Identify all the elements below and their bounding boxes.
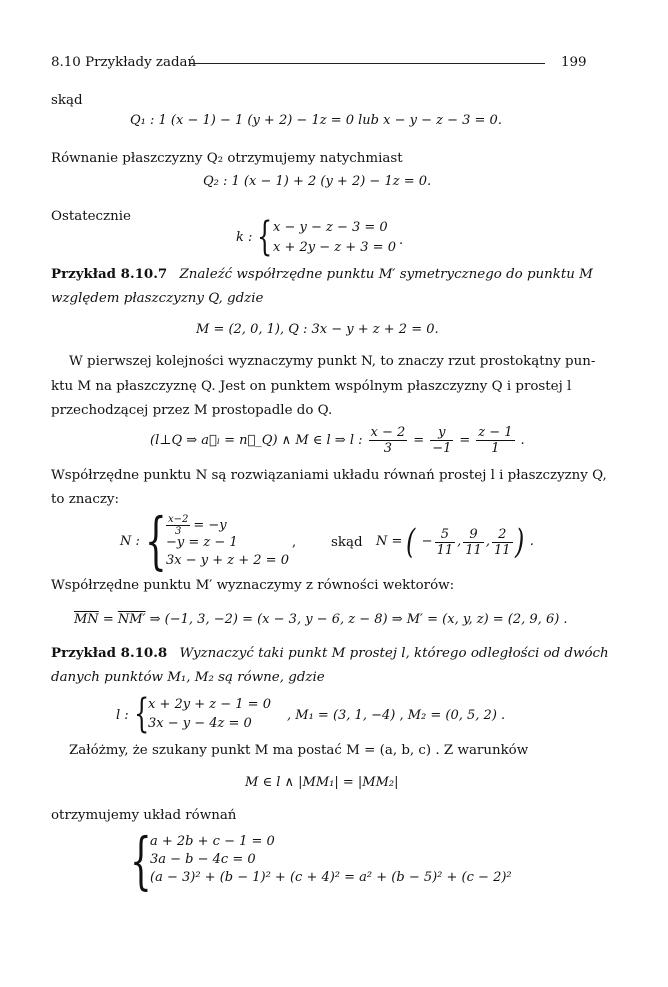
k-line2: x + 2y − z + 3 = 0 [273, 240, 396, 255]
k-label: k : [236, 230, 253, 245]
paragraph-line: ktu M na płaszczyznę Q. Jest on punktem wspólnym płaszczyzny Q i prostej l [51, 379, 572, 394]
condition-equation: M ∈ l ∧ |MM₁| = |MM₂| [245, 775, 399, 790]
n-line3: 3x − y + z + 2 = 0 [166, 553, 289, 568]
fraction: $\frac{5}{11}$ [436, 526, 454, 558]
fraction: $\frac{9}{11}$ [465, 526, 482, 558]
n-result: N = ( − $\frac{5}{11}$ , $\frac{9}{11}$ , $\frac{2}{11}$ ) . [376, 522, 534, 562]
text-rownanie-q2: Równanie płaszczyzny Q₂ otrzymujemy natychmiast [51, 151, 403, 166]
n-brace: { [145, 504, 167, 577]
n-skad: skąd [331, 535, 363, 550]
system-line1: a + 2b + c − 1 = 0 [150, 834, 275, 849]
system-line3: (a − 3)² + (b − 1)² + (c + 4)² = a² + (b − 5)² + (c − 2)² [150, 870, 512, 885]
equation-m-q: M = (2, 0, 1), Q : 3x − y + z + 2 = 0. [196, 322, 439, 337]
fraction: $\frac{x - 2}{3}$ [370, 425, 406, 456]
example-8-10-8 [51, 645, 609, 662]
n-line2: −y = z − 1 [166, 535, 238, 550]
fraction: $\frac{y}{-1}$ [432, 425, 452, 456]
example-text-cont: danych punktów M₁, M₂ są równe, gdzie [51, 670, 325, 685]
ex8-l-line2: 3x − y − 4z = 0 [148, 716, 252, 731]
example-title: Przykład 8.10.7 [51, 266, 168, 282]
n-label: N : [120, 534, 140, 549]
ex8-l-line1: x + 2y + z − 1 = 0 [148, 697, 271, 712]
equation-q2: Q₂ : 1 (x − 1) + 2 (y + 2) − 1z = 0. [203, 174, 432, 189]
paragraph-line: Współrzędne punktu N są rozwiązaniami układu równań prostej l i płaszczyzny Q, [51, 468, 607, 483]
equation-q1: Q₁ : 1 (x − 1) − 1 (y + 2) − 1z = 0 lub x − y − z − 3 = 0. [130, 113, 502, 128]
l-eq-left: (l⊥Q ⇒ a⃗ₗ = n⃗_Q) ∧ M ∈ l ⇒ l : [150, 432, 363, 448]
system-line2: 3a − b − 4c = 0 [150, 852, 256, 867]
header-rule [190, 63, 545, 64]
k-line1: x − y − z − 3 = 0 [273, 220, 388, 235]
running-header: 8.10 Przykłady zadań [51, 55, 197, 70]
vector-equation: $\overline{MN} = NM'$ ⇒ (−1, 3, −2) = (x − 3, y − 6, z − 8) ⇒ M′ = (x, y, z) = (2, 9, 6) . [74, 612, 568, 627]
paragraph-line: przechodzącej przez M prostopadle do Q. [51, 403, 333, 418]
paragraph-line: Współrzędne punktu M′ wyznaczymy z równości wektorów: [51, 578, 455, 593]
page-number: 199 [561, 55, 587, 70]
n-line1: $\frac{x-2}{3}$ = −y [168, 514, 227, 537]
ex8-points: , M₁ = (3, 1, −4) , M₂ = (0, 5, 2) . [287, 708, 506, 723]
paragraph-line: W pierwszej kolejności wyznaczymy punkt N, to znaczy rzut prostokątny pun- [69, 354, 596, 369]
n-comma: , [292, 535, 297, 550]
fraction: $\frac{x-2}{3}$ [168, 514, 189, 537]
example-title: Przykład 8.10.8 [51, 645, 168, 661]
equation-line-l: (l⊥Q ⇒ a⃗ₗ = n⃗_Q) ∧ M ∈ l ⇒ l : $\frac{x - 2}{3}$ = $\frac{y}{-1}$ = $\frac{z - 1}{1}$ . [150, 425, 525, 456]
text-ostatecznie: Ostatecznie [51, 209, 131, 224]
ex8-l-label: l : [116, 708, 129, 723]
example-text: Znaleźć współrzędne punktu M′ symetrycznego do punktu M [179, 267, 593, 282]
paragraph-line: Załóżmy, że szukany punkt M ma postać M = (a, b, c) . Z warunków [69, 743, 529, 758]
example-text-cont: względem płaszczyzny Q, gdzie [51, 291, 264, 306]
example-8-10-7 [51, 266, 593, 283]
paragraph-line: otrzymujemy układ równań [51, 808, 237, 823]
system-brace: { [130, 824, 152, 897]
k-dot: . [399, 233, 404, 248]
text-skad: skąd [51, 93, 83, 108]
fraction: $\frac{z - 1}{1}$ [478, 425, 513, 456]
k-brace: { [257, 214, 273, 260]
paragraph-line: to znaczy: [51, 492, 119, 507]
ex8-brace: { [134, 691, 150, 737]
fraction: $\frac{2}{11}$ [493, 526, 511, 558]
example-text: Wyznaczyć taki punkt M prostej l, którego odległości od dwóch [179, 646, 609, 661]
